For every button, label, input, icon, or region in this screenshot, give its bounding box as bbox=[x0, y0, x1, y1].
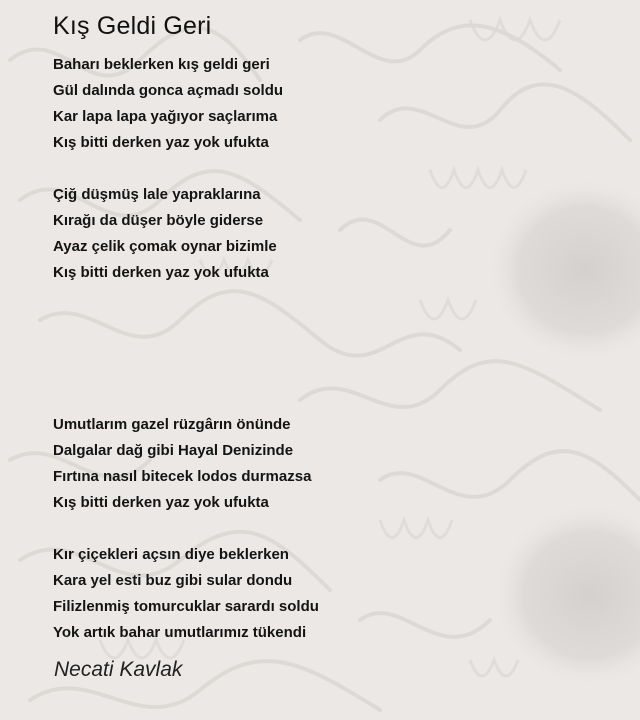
poem-line: Yok artık bahar umutlarımız tükendi bbox=[53, 624, 307, 641]
poem-line: Kır çiçekleri açsın diye beklerken bbox=[53, 546, 289, 563]
poem-line: Kırağı da düşer böyle giderse bbox=[53, 212, 264, 229]
poem-line: Ayaz çelik çomak oynar bizimle bbox=[53, 238, 277, 255]
poem-line: Filizlenmiş tomurcuklar sarardı soldu bbox=[53, 598, 319, 615]
poem-line: Gül dalında gonca açmadı soldu bbox=[53, 82, 284, 99]
poem-line: Kış bitti derken yaz yok ufukta bbox=[53, 264, 269, 281]
poem-line: Umutlarım gazel rüzgârın önünde bbox=[53, 416, 291, 433]
stanza-4 bbox=[53, 542, 319, 646]
poem-line: Kış bitti derken yaz yok ufukta bbox=[53, 134, 269, 151]
poem-line: Kış bitti derken yaz yok ufukta bbox=[53, 494, 269, 511]
poem-line: Baharı beklerken kış geldi geri bbox=[53, 56, 270, 73]
stanza-1 bbox=[53, 52, 283, 156]
poem-line: Kar lapa lapa yağıyor saçlarıma bbox=[53, 108, 278, 125]
stanza-3 bbox=[53, 412, 311, 516]
poem-author[interactable]: Necati Kavlak bbox=[54, 658, 183, 681]
poem-line: Dalgalar dağ gibi Hayal Denizinde bbox=[53, 442, 294, 459]
poem-line: Çiğ düşmüş lale yapraklarına bbox=[53, 186, 261, 203]
stanza-2 bbox=[53, 182, 277, 286]
poem-title: Kış Geldi Geri bbox=[53, 12, 212, 40]
poem-line: Kara yel esti buz gibi sular dondu bbox=[53, 572, 293, 589]
poem-line: Fırtına nasıl bitecek lodos durmazsa bbox=[53, 468, 312, 485]
